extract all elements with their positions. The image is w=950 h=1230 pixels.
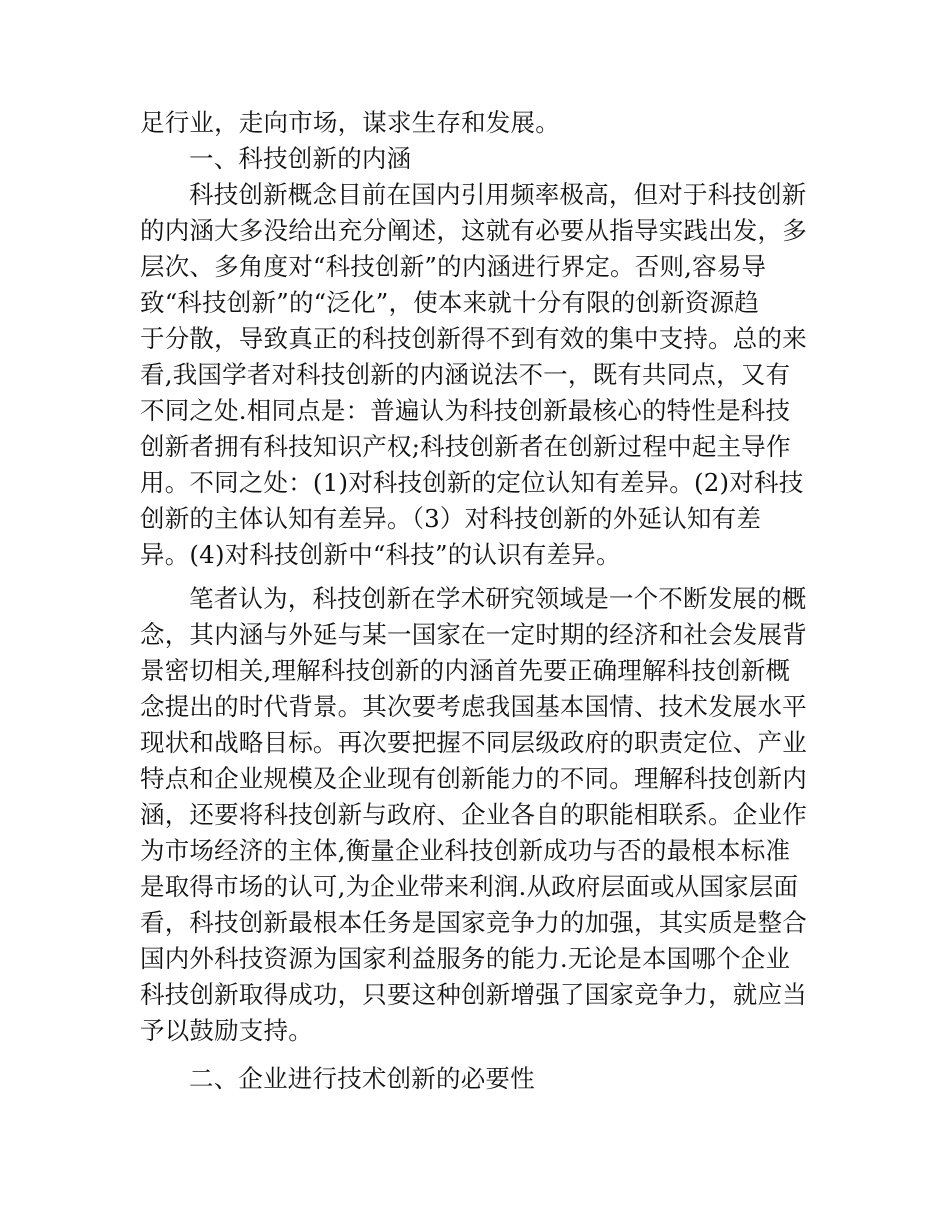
text-line: 看，科技创新最根本任务是国家竞争力的加强，其实质是整合 [140, 908, 807, 937]
text-line: 景密切相关,理解科技创新的内涵首先要正确理解科技创新概 [140, 656, 791, 685]
text-line: 于分散，导致真正的科技创新得不到有效的集中支持。总的来 [140, 324, 807, 353]
text-line: 致“科技创新”的“泛化”，使本来就十分有限的创新资源趋 [140, 288, 759, 317]
text-line: 国内外科技资源为国家利益服务的能力.无论是本国哪个企业 [140, 944, 791, 973]
text-line: 不同之处.相同点是：普遍认为科技创新最核心的特性是科技 [140, 396, 791, 425]
text-line: 足行业，走向市场，谋求生存和发展。 [140, 108, 560, 137]
text-line: 念提出的时代背景。其次要考虑我国基本国情、技术发展水平 [140, 692, 807, 721]
text-line: 特点和企业规模及企业现有创新能力的不同。理解科技创新内 [140, 764, 807, 793]
text-line: 科技创新概念目前在国内引用频率极高，但对于科技创新 [189, 180, 807, 209]
text-line: 层次、多角度对“科技创新”的内涵进行界定。否则,容易导 [140, 252, 767, 281]
text-line: 予以鼓励支持。 [140, 1016, 313, 1045]
text-line: 念，其内涵与外延与某一国家在一定时期的经济和社会发展背 [140, 620, 807, 649]
text-line: 现状和战略目标。再次要把握不同层级政府的职责定位、产业 [140, 728, 807, 757]
text-line: 笔者认为，科技创新在学术研究领域是一个不断发展的概 [189, 584, 807, 613]
text-line: 是取得市场的认可,为企业带来利润.从政府层面或从国家层面 [140, 872, 799, 901]
text-line: 创新者拥有科技知识产权;科技创新者在创新过程中起主导作 [140, 432, 791, 461]
text-line: 的内涵大多没给出充分阐述，这就有必要从指导实践出发，多 [140, 216, 807, 245]
text-line: 科技创新取得成功，只要这种创新增强了国家竞争力，就应当 [140, 980, 807, 1009]
text-line: 用。不同之处：(1)对科技创新的定位认知有差异。(2)对科技 [140, 468, 804, 497]
text-line: 异。(4)对科技创新中“科技”的认识有差异。 [140, 540, 621, 569]
text-line: 为市场经济的主体,衡量企业科技创新成功与否的最根本标准 [140, 836, 791, 865]
text-line: 创新的主体认知有差异。（3）对科技创新的外延认知有差 [140, 504, 762, 533]
section-heading: 一、科技创新的内涵 [189, 144, 412, 173]
text-line: 看,我国学者对科技创新的内涵说法不一，既有共同点，又有 [140, 360, 791, 389]
section-heading: 二、企业进行技术创新的必要性 [189, 1064, 535, 1093]
text-line: 涵，还要将科技创新与政府、企业各自的职能相联系。企业作 [140, 800, 807, 829]
